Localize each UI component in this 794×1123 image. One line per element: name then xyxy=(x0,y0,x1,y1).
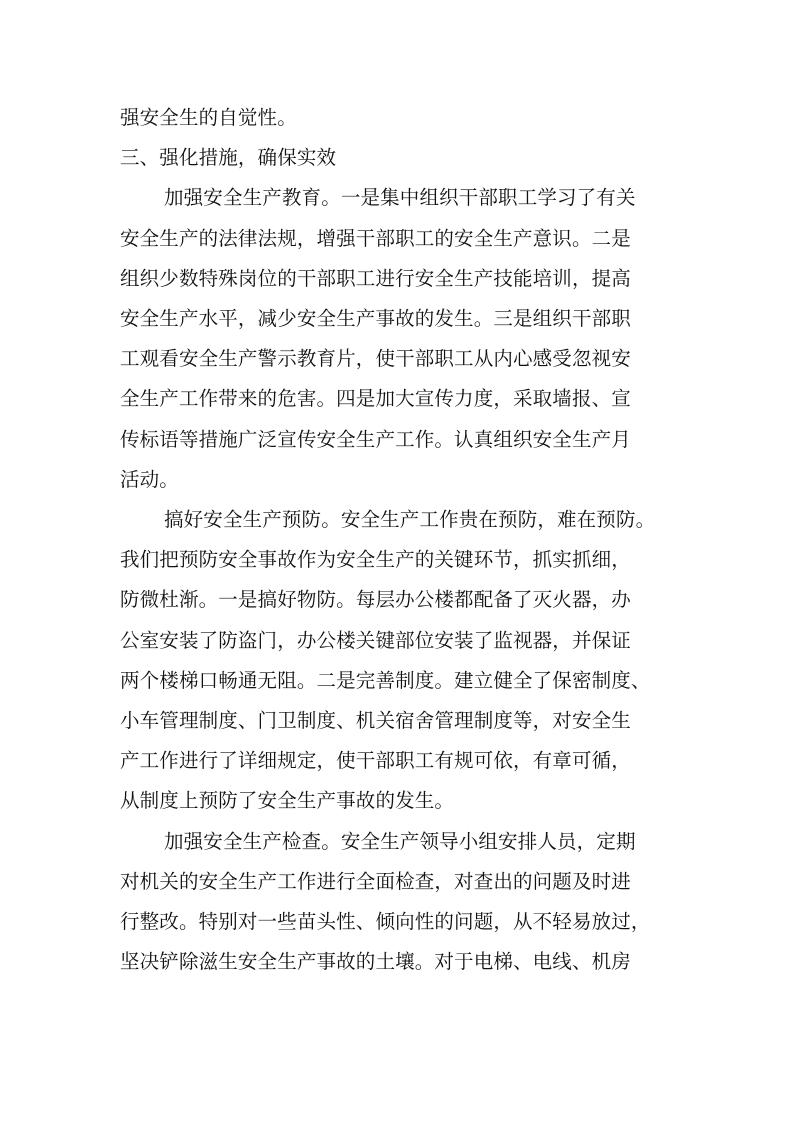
text-line: 坚决铲除滋生安全生产事故的土壤。对于电梯、电线、机房 xyxy=(120,950,631,974)
text-line: 我们把预防安全事故作为安全生产的关键环节，抓实抓细， xyxy=(120,548,631,572)
text-line: 活动。 xyxy=(120,467,179,491)
text-line: 工观看安全生产警示教育片，使干部职工从内心感受忽视安 xyxy=(120,347,631,371)
text-line: 行整改。特别对一些苗头性、倾向性的问题，从不轻易放过， xyxy=(120,910,651,934)
text-line: 安全生产水平，减少安全生产事故的发生。三是组织干部职 xyxy=(120,307,631,331)
section-heading: 三、强化措施，确保实效 xyxy=(120,146,337,170)
text-line: 两个楼梯口畅通无阻。二是完善制度。建立健全了保密制度、 xyxy=(120,668,651,692)
text-line: 传标语等措施广泛宣传安全生产工作。认真组织安全生产月 xyxy=(120,427,631,451)
text-line: 安全生产的法律法规，增强干部职工的安全生产意识。二是 xyxy=(120,226,631,250)
document-body xyxy=(120,98,685,982)
text-line: 搞好安全生产预防。安全生产工作贵在预防，难在预防。 xyxy=(164,508,656,532)
text-line: 加强安全生产教育。一是集中组织干部职工学习了有关 xyxy=(164,186,636,210)
text-line: 产工作进行了详细规定，使干部职工有规可依，有章可循， xyxy=(120,749,631,773)
text-line: 强安全生的自觉性。 xyxy=(120,106,297,129)
text-line: 全生产工作带来的危害。四是加大宣传力度，采取墙报、宣 xyxy=(120,387,631,411)
text-line: 从制度上预防了安全生产事故的发生。 xyxy=(120,789,455,813)
text-line: 公室安装了防盗门，办公楼关键部位安装了监视器，并保证 xyxy=(120,628,631,652)
text-line: 小车管理制度、门卫制度、机关宿舍管理制度等，对安全生 xyxy=(120,709,631,733)
text-line: 对机关的安全生产工作进行全面检查，对查出的问题及时进 xyxy=(120,869,631,893)
text-line: 防微杜渐。一是搞好物防。每层办公楼都配备了灭火器，办 xyxy=(120,588,631,612)
text-line: 组织少数特殊岗位的干部职工进行安全生产技能培训，提高 xyxy=(120,266,631,290)
text-line: 加强安全生产检查。安全生产领导小组安排人员，定期 xyxy=(164,829,636,853)
